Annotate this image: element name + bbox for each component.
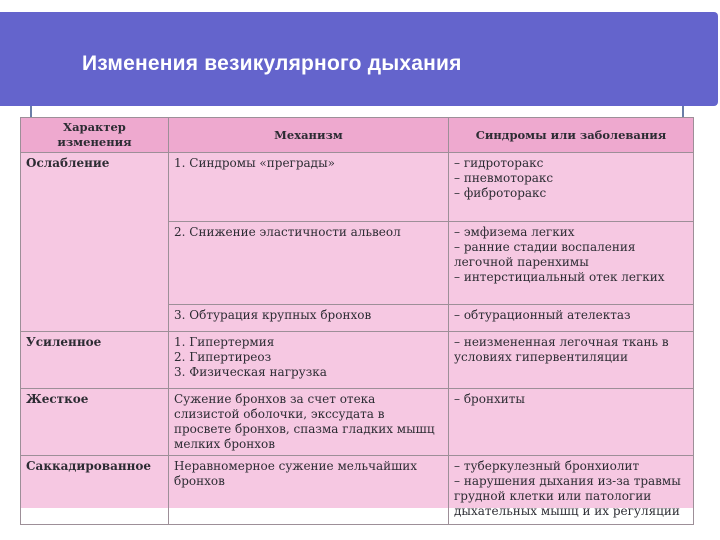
header-kind: Характер изменения [21,118,169,153]
table-row [21,153,694,222]
row-conditions: – обтурационный ателектаз [449,305,694,332]
row-mechanism: 2. Снижение эластичности альвеол [169,222,449,305]
row-kind-weakened: Ослабление [21,153,169,332]
row-conditions: – гидроторакс – пневмоторакс – фиброторакс [449,153,694,222]
header-conditions: Синдромы или заболевания [449,118,694,153]
row-mechanism: Неравномерное сужение мельчайших бронхов [169,456,449,525]
row-conditions: – эмфизема легких – ранние стадии воспаления легочной паренхимы – интерстициальный отек легких [449,222,694,305]
row-mechanism: 3. Обтурация крупных бронхов [169,305,449,332]
row-kind-saccadic: Саккадированное [21,456,169,525]
row-mechanism: Сужение бронхов за счет отека слизистой оболочки, экссудата в просвете бронхов, спазма гладких мышц мелких бронхов [169,389,449,456]
row-mechanism: 1. Синдромы «преграды» [169,153,449,222]
row-conditions: – туберкулезный бронхиолит – нарушения дыхания из-за травмы грудной клетки или патологии дыхательных мышц и их регуляции [449,456,694,525]
row-mechanism: 1. Гипертермия 2. Гипертиреоз 3. Физическая нагрузка [169,332,449,389]
banner-underline [0,107,636,110]
row-kind-harsh: Жесткое [21,389,169,456]
slide-title: Изменения везикулярного дыхания [82,52,462,75]
table-header-row [21,118,694,153]
breathing-changes-table [20,117,694,525]
header-mechanism: Механизм [169,118,449,153]
row-conditions: – неизмененная легочная ткань в условиях гипервентиляции [449,332,694,389]
table-row [21,389,694,456]
breathing-table [20,117,693,518]
title-banner [0,12,718,106]
row-conditions: – бронхиты [449,389,694,456]
row-kind-enhanced: Усиленное [21,332,169,389]
table-row [21,332,694,389]
table-row [21,456,694,525]
